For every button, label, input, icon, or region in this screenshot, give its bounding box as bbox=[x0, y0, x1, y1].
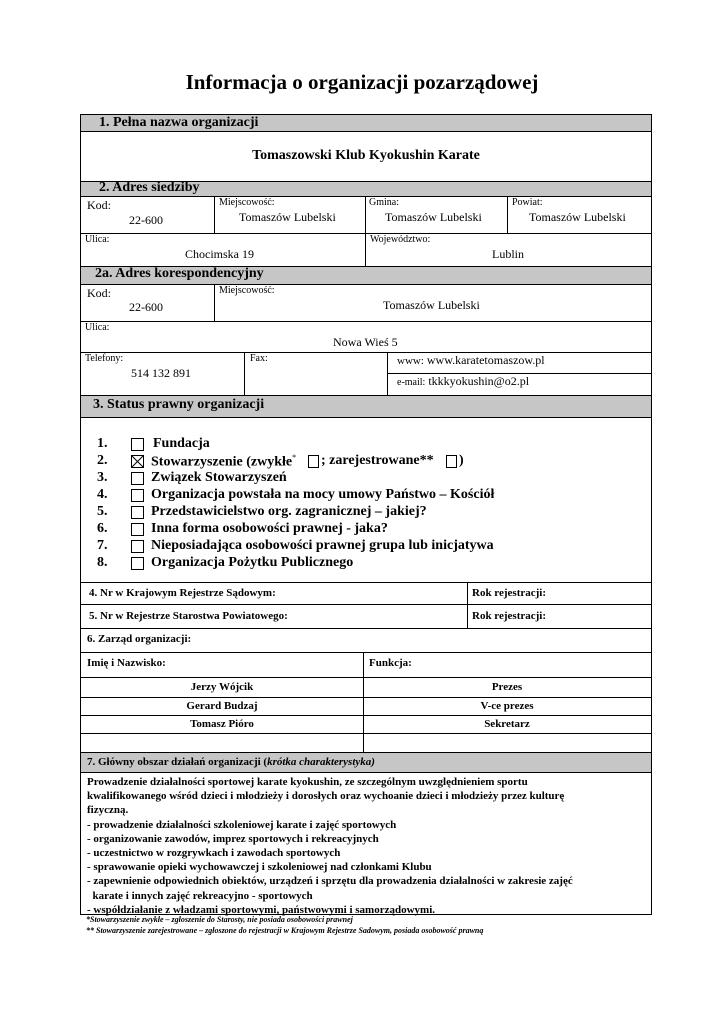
s7-header-italic: krótka charakterystyka) bbox=[267, 756, 375, 768]
s2-ulica-value: Chocimska 19 bbox=[185, 247, 254, 261]
status-label: Organizacja powstała na mocy umowy Państwo – Kościół bbox=[151, 487, 495, 502]
s2a-miejscowosc-value: Tomaszów Lubelski bbox=[383, 298, 480, 312]
s2-gmina-value: Tomaszów Lubelski bbox=[385, 210, 482, 224]
s2-ulica-label: Ulica: bbox=[85, 234, 110, 245]
status-num: 2. bbox=[97, 453, 108, 468]
desc-line: - uczestnictwo w rozgrywkach i zawodach sportowych bbox=[87, 847, 341, 860]
s2-kod-value: 22-600 bbox=[129, 213, 163, 227]
checkbox-zwykle[interactable] bbox=[308, 455, 319, 468]
checkbox-nieposiadajaca[interactable] bbox=[131, 540, 144, 553]
status-num: 7. bbox=[97, 538, 108, 553]
board-member-name: Gerard Budzaj bbox=[186, 700, 258, 712]
checkbox-fundacja[interactable] bbox=[131, 438, 144, 451]
s4-rok-label: Rok rejestracji: bbox=[472, 587, 547, 599]
s2a-www-label: www: bbox=[397, 355, 424, 367]
footnote-mark: * bbox=[292, 453, 297, 462]
s2-gmina-label: Gmina: bbox=[369, 197, 399, 208]
board-member-function: Prezes bbox=[491, 681, 523, 693]
checkbox-zwiazek[interactable] bbox=[131, 472, 144, 485]
s2-powiat-value: Tomaszów Lubelski bbox=[529, 210, 626, 224]
checked-x-icon bbox=[132, 456, 143, 467]
s6-header: 6. Zarząd organizacji: bbox=[87, 633, 192, 645]
status-num: 6. bbox=[97, 521, 108, 536]
footnote-1: *Stowarzyszenie zwykłe – zgłoszenie do Starosty, nie posiada osobowości prawnej bbox=[86, 915, 353, 924]
checkbox-inna-forma[interactable] bbox=[131, 523, 144, 536]
s2a-email-label: e-mail: bbox=[397, 377, 426, 388]
s2a-miejscowosc-label: Miejscowość: bbox=[219, 285, 275, 296]
status-label-stowarzyszenie bbox=[151, 453, 296, 471]
footnote-2: ** Stowarzyszenie zarejestrowane – zgłoszone do rejestracji w Krajowym Rejestrze Sadowym, posiada osobowość prawną bbox=[86, 926, 484, 935]
s2-header: 2. Adres siedziby bbox=[99, 180, 200, 195]
status-label: Przedstawicielstwo org. zagranicznej – jakiej? bbox=[151, 504, 427, 519]
checkbox-stowarzyszenie[interactable] bbox=[131, 455, 144, 468]
status-num: 3. bbox=[97, 470, 108, 485]
checkbox-zarejestrowane[interactable] bbox=[446, 455, 457, 468]
desc-line: - współdziałanie z władzami sportowymi, państwowymi i samorządowymi. bbox=[87, 903, 436, 916]
board-member-name: Tomasz Pióro bbox=[190, 718, 254, 730]
organization-name: Tomaszowski Klub Kyokushin Karate bbox=[252, 148, 480, 163]
col-func-header: Funkcja: bbox=[369, 657, 412, 669]
s2a-email bbox=[397, 374, 529, 389]
board-member-function: V-ce prezes bbox=[480, 700, 534, 712]
status-label: Organizacja Pożytku Publicznego bbox=[151, 555, 354, 570]
s2a-telefony-value: 514 132 891 bbox=[131, 366, 191, 380]
s4-label: 4. Nr w Krajowym Rejestrze Sądowym: bbox=[89, 587, 276, 599]
col-name-header: Imię i Nazwisko: bbox=[87, 657, 166, 669]
s2-kod-label: Kod: bbox=[87, 198, 111, 212]
status-options bbox=[81, 433, 651, 575]
s2a-kod-value: 22-600 bbox=[129, 300, 163, 314]
s2a-kod-label: Kod: bbox=[87, 286, 111, 300]
s7-header-main: 7. Główny obszar działań organizacji ( bbox=[87, 756, 268, 768]
s1-header: 1. Pełna nazwa organizacji bbox=[99, 115, 259, 130]
desc-line: - zapewnienie odpowiednich obiektów, urządzeń i sprzętu dla prowadzenia działalności w zakresie zajęć bbox=[87, 875, 573, 888]
checkbox-organizacja-panstwo-kosciol[interactable] bbox=[131, 489, 144, 502]
zarejestrowane-label: ; zarejestrowane** bbox=[321, 453, 434, 468]
board-member-function: Sekretarz bbox=[484, 718, 530, 730]
desc-line: - sprawowanie opieki wychowawczej i szkoleniowej nad członkami Klubu bbox=[87, 861, 432, 874]
close-paren: ) bbox=[459, 453, 464, 468]
desc-line: - prowadzenie działalności szkoleniowej karate i zajęć sportowych bbox=[87, 818, 397, 831]
checkbox-opp[interactable] bbox=[131, 557, 144, 570]
board-member-name: Jerzy Wójcik bbox=[190, 681, 254, 693]
desc-line: karate i innych zajęć rekreacyjno - sportowych bbox=[87, 889, 313, 902]
s2-wojewodztwo-value: Lublin bbox=[492, 247, 524, 261]
status-num: 4. bbox=[97, 487, 108, 502]
s2-powiat-label: Powiat: bbox=[512, 197, 543, 208]
status-label: Stowarzyszenie (zwykłe bbox=[151, 454, 293, 470]
s5-label: 5. Nr w Rejestrze Starostwa Powiatowego: bbox=[89, 610, 288, 622]
s2a-ulica-label: Ulica: bbox=[85, 322, 110, 333]
status-num: 8. bbox=[97, 555, 108, 570]
s3-header: 3. Status prawny organizacji bbox=[93, 397, 265, 412]
checkbox-przedstawicielstwo[interactable] bbox=[131, 506, 144, 519]
s2a-header: 2a. Adres korespondencyjny bbox=[95, 266, 264, 281]
status-label: Inna forma osobowości prawnej - jaka? bbox=[151, 521, 388, 536]
s2-miejscowosc-label: Miejscowość: bbox=[219, 197, 275, 208]
desc-line: - organizowanie zawodów, imprez sportowych i rekreacyjnych bbox=[87, 832, 379, 845]
s2a-telefony-label: Telefony: bbox=[85, 353, 124, 364]
status-num: 5. bbox=[97, 504, 108, 519]
status-num: 1. bbox=[97, 436, 108, 451]
desc-line: kwalifikowanego wśród dzieci i młodzieży i dorosłych oraz wychoanie dzieci i młodzieży przez kulturę bbox=[87, 790, 565, 803]
status-label: Związek Stowarzyszeń bbox=[151, 470, 287, 485]
activity-description bbox=[87, 775, 573, 917]
desc-line: Prowadzenie działalności sportowej karate kyokushin, ze szczególnym uwzględnieniem sportu bbox=[87, 776, 528, 788]
s2a-www-value[interactable]: www.karatetomaszow.pl bbox=[426, 353, 545, 367]
s2a-ulica-value: Nowa Wieś 5 bbox=[333, 335, 398, 349]
status-label: Fundacja bbox=[153, 436, 210, 451]
s2-miejscowosc-value: Tomaszów Lubelski bbox=[239, 210, 336, 224]
page-title: Informacja o organizacji pozarządowej bbox=[185, 70, 539, 94]
form bbox=[80, 114, 652, 915]
s2a-email-value[interactable]: tkkkyokushin@o2.pl bbox=[428, 374, 530, 388]
desc-line: fizyczną. bbox=[87, 804, 129, 817]
s2a-www bbox=[397, 353, 545, 368]
s2-wojewodztwo-label: Województwo: bbox=[370, 234, 431, 245]
status-label: Nieposiadająca osobowości prawnej grupa lub inicjatywa bbox=[151, 538, 494, 553]
s2a-fax-label: Fax: bbox=[250, 353, 268, 364]
s5-rok-label: Rok rejestracji: bbox=[472, 610, 547, 622]
s7-header bbox=[87, 756, 375, 768]
